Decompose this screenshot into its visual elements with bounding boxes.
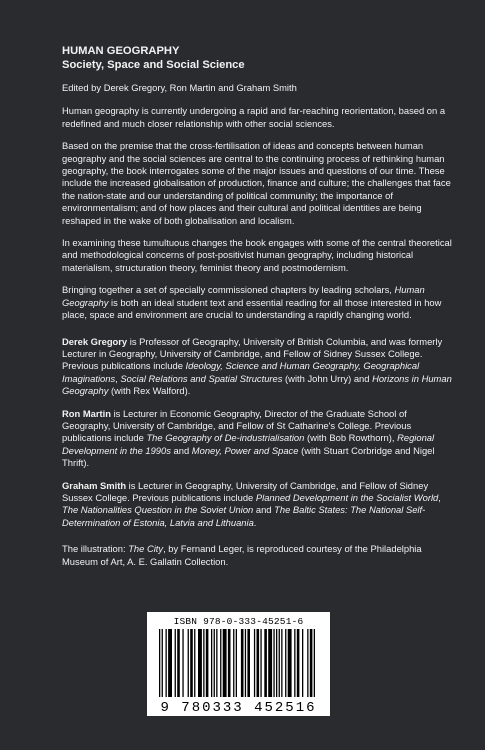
text-column [62,45,457,578]
bio-martin-i1: The Geography of De-industrialisation [146,432,305,444]
bio-smith-t1: is Lecturer in Geography, University of Cambridge, and Fellow of Sidney Sussex College. Previous publications include [62,479,429,503]
blurb-p4-text-a: Bringing together a set of specially commissioned chapters by leading scholars, [62,284,395,296]
book-title: HUMAN GEOGRAPHY [62,45,180,57]
isbn-barcode [147,612,330,716]
bio-gregory-i2: Social Relations and Spatial Structures [120,372,283,384]
barcode-bar [247,629,250,697]
bio-gregory-t1: is Professor of Geography, University of British Columbia, and was formerly Lecturer in Geography, University of Cambridge, and Fellow of Sidney Sussex College. Previous publications include [62,335,443,372]
barcode-bar [288,629,292,697]
barcode-bar [297,629,300,697]
barcode-bar [211,629,212,697]
barcode-bar [236,629,237,697]
barcode-bar [254,629,255,697]
barcode-bar [241,629,244,697]
isbn-label: ISBN 978-0-333-45251-6 [173,616,304,627]
bio-martin-t4: (with Stuart Corbridge and Nigel Thrift). [62,444,435,469]
bio-smith-i1: Planned Development in the Socialist World [255,491,439,503]
bio-gregory-name: Derek Gregory [62,335,128,347]
bio-smith-i3: The Baltic States: The National Self-Determination of Estonia, Latvia and Lithuania [62,504,426,528]
barcode-bar [264,629,267,697]
barcode-bar [276,629,277,697]
barcode-bar [198,629,202,697]
illustration-italic: The City [128,543,164,555]
bio-smith-t2: , [438,491,441,503]
barcode-bars [155,629,322,699]
barcode-bar [228,629,231,697]
barcode-bar [175,629,176,697]
barcode-bar [216,629,217,697]
barcode-bar [233,629,234,697]
bio-gregory-t4: (with Rex Walford). [108,385,191,397]
bio-gregory-i3: Horizons in Human Geography [62,372,452,397]
barcode-bar [245,629,246,697]
barcode-bar [203,629,204,697]
bio-smith [62,480,457,530]
book-subtitle: Society, Space and Social Science [62,59,245,71]
bio-martin-i2: Regional Development in the 1990s [62,432,435,456]
barcode-bar [273,629,274,697]
blurb-paragraph-1: Human geography is currently undergoing a rapid and far-reaching reorientation, based on a redefined and much closer relationship with other social sciences. [62,105,446,129]
barcode-bar [223,629,227,697]
barcode-bar [220,629,221,697]
editors-line: Edited by Derek Gregory, Ron Martin and Graham Smith [62,82,297,93]
barcode-bar [310,629,313,697]
barcode-bar [182,629,183,697]
barcode-bar [302,629,303,697]
barcode-bar [268,629,272,697]
illustration-text-a: The illustration: [62,543,129,555]
barcode-bar [194,629,195,697]
author-bios [62,336,457,530]
barcode-bar [159,629,160,697]
bio-gregory-t3: (with John Urry) and [282,372,373,384]
blurb-paragraph-4 [62,284,457,321]
bio-gregory-t2: , [115,372,121,384]
barcode-bar [279,629,280,697]
blurb-paragraph-2: Based on the premise that the cross-fertilisation of ideas and concepts between human geography and the social sciences are central to the continuing process of rethinking human geography, the book interrogates some of the major issues and questions of our time. These include the increased globalisation of production, finance and culture; the challenges that face the nation-state and our understanding of political community; the importance of environmentalism; and of how places and their cultural and political identities are being reshaped in the wake of both globalisation and localism. [62,140,451,226]
barcode-bar [206,629,209,697]
bio-martin-t2: (with Bob Rowthorn), [304,432,398,444]
bio-smith-t3: and [253,504,275,516]
illustration-text-b: , by Fernand Leger, is reproduced courtesy of the Philadelphia Museum of Art, A. E. Gallatin Collection. [62,543,422,567]
bio-martin-i3: Money, Power and Space [191,444,299,456]
barcode-bar [314,629,315,697]
illustration-credit [62,543,457,568]
bio-martin-t3: and [170,444,192,456]
blurb-p4-italic: Human Geography [62,284,425,308]
barcode-bar [281,629,282,697]
blurb-paragraph-3: In examining these tumultuous changes the book engages with some of the central theoretical and methodological concerns of post-positivist human geography, including historical materialism, structuration theory, feminist theory and postmodernism. [62,237,452,273]
barcode-bar [190,629,193,697]
bio-martin-t1: is Lecturer in Economic Geography, Director of the Graduate School of Geography, University of Cambridge, and Fellow of St Catharine's College. Previous publications include [62,407,412,444]
barcode-bar [168,629,172,697]
barcode-bar [260,629,261,697]
barcode-bar [162,629,163,697]
barcode-bar [166,629,167,697]
bio-martin-name: Ron Martin [62,407,111,419]
bio-gregory [62,336,457,398]
bio-gregory-i1: Ideology, Science and Human Geography, Geographical Imaginations [62,360,420,384]
blurb-p4-text-b: is both an ideal student text and essential reading for all those interested in how place, space and environment are crucial to understanding a rapidly changing world. [62,296,442,321]
barcode-bar [188,629,189,697]
barcode-bar [307,629,308,697]
bio-smith-i2: The Nationalities Question in the Soviet Union [62,504,254,516]
barcode-bar [214,629,215,697]
bio-smith-name: Graham Smith [62,479,127,491]
barcode-bar [257,629,260,697]
barcode-bar [294,629,295,697]
barcode-bar [177,629,180,697]
barcode-digits: 9 780333 452516 [160,700,317,716]
barcode-bar [285,629,286,697]
bio-smith-t4: . [253,516,257,528]
bio-martin [62,408,457,470]
